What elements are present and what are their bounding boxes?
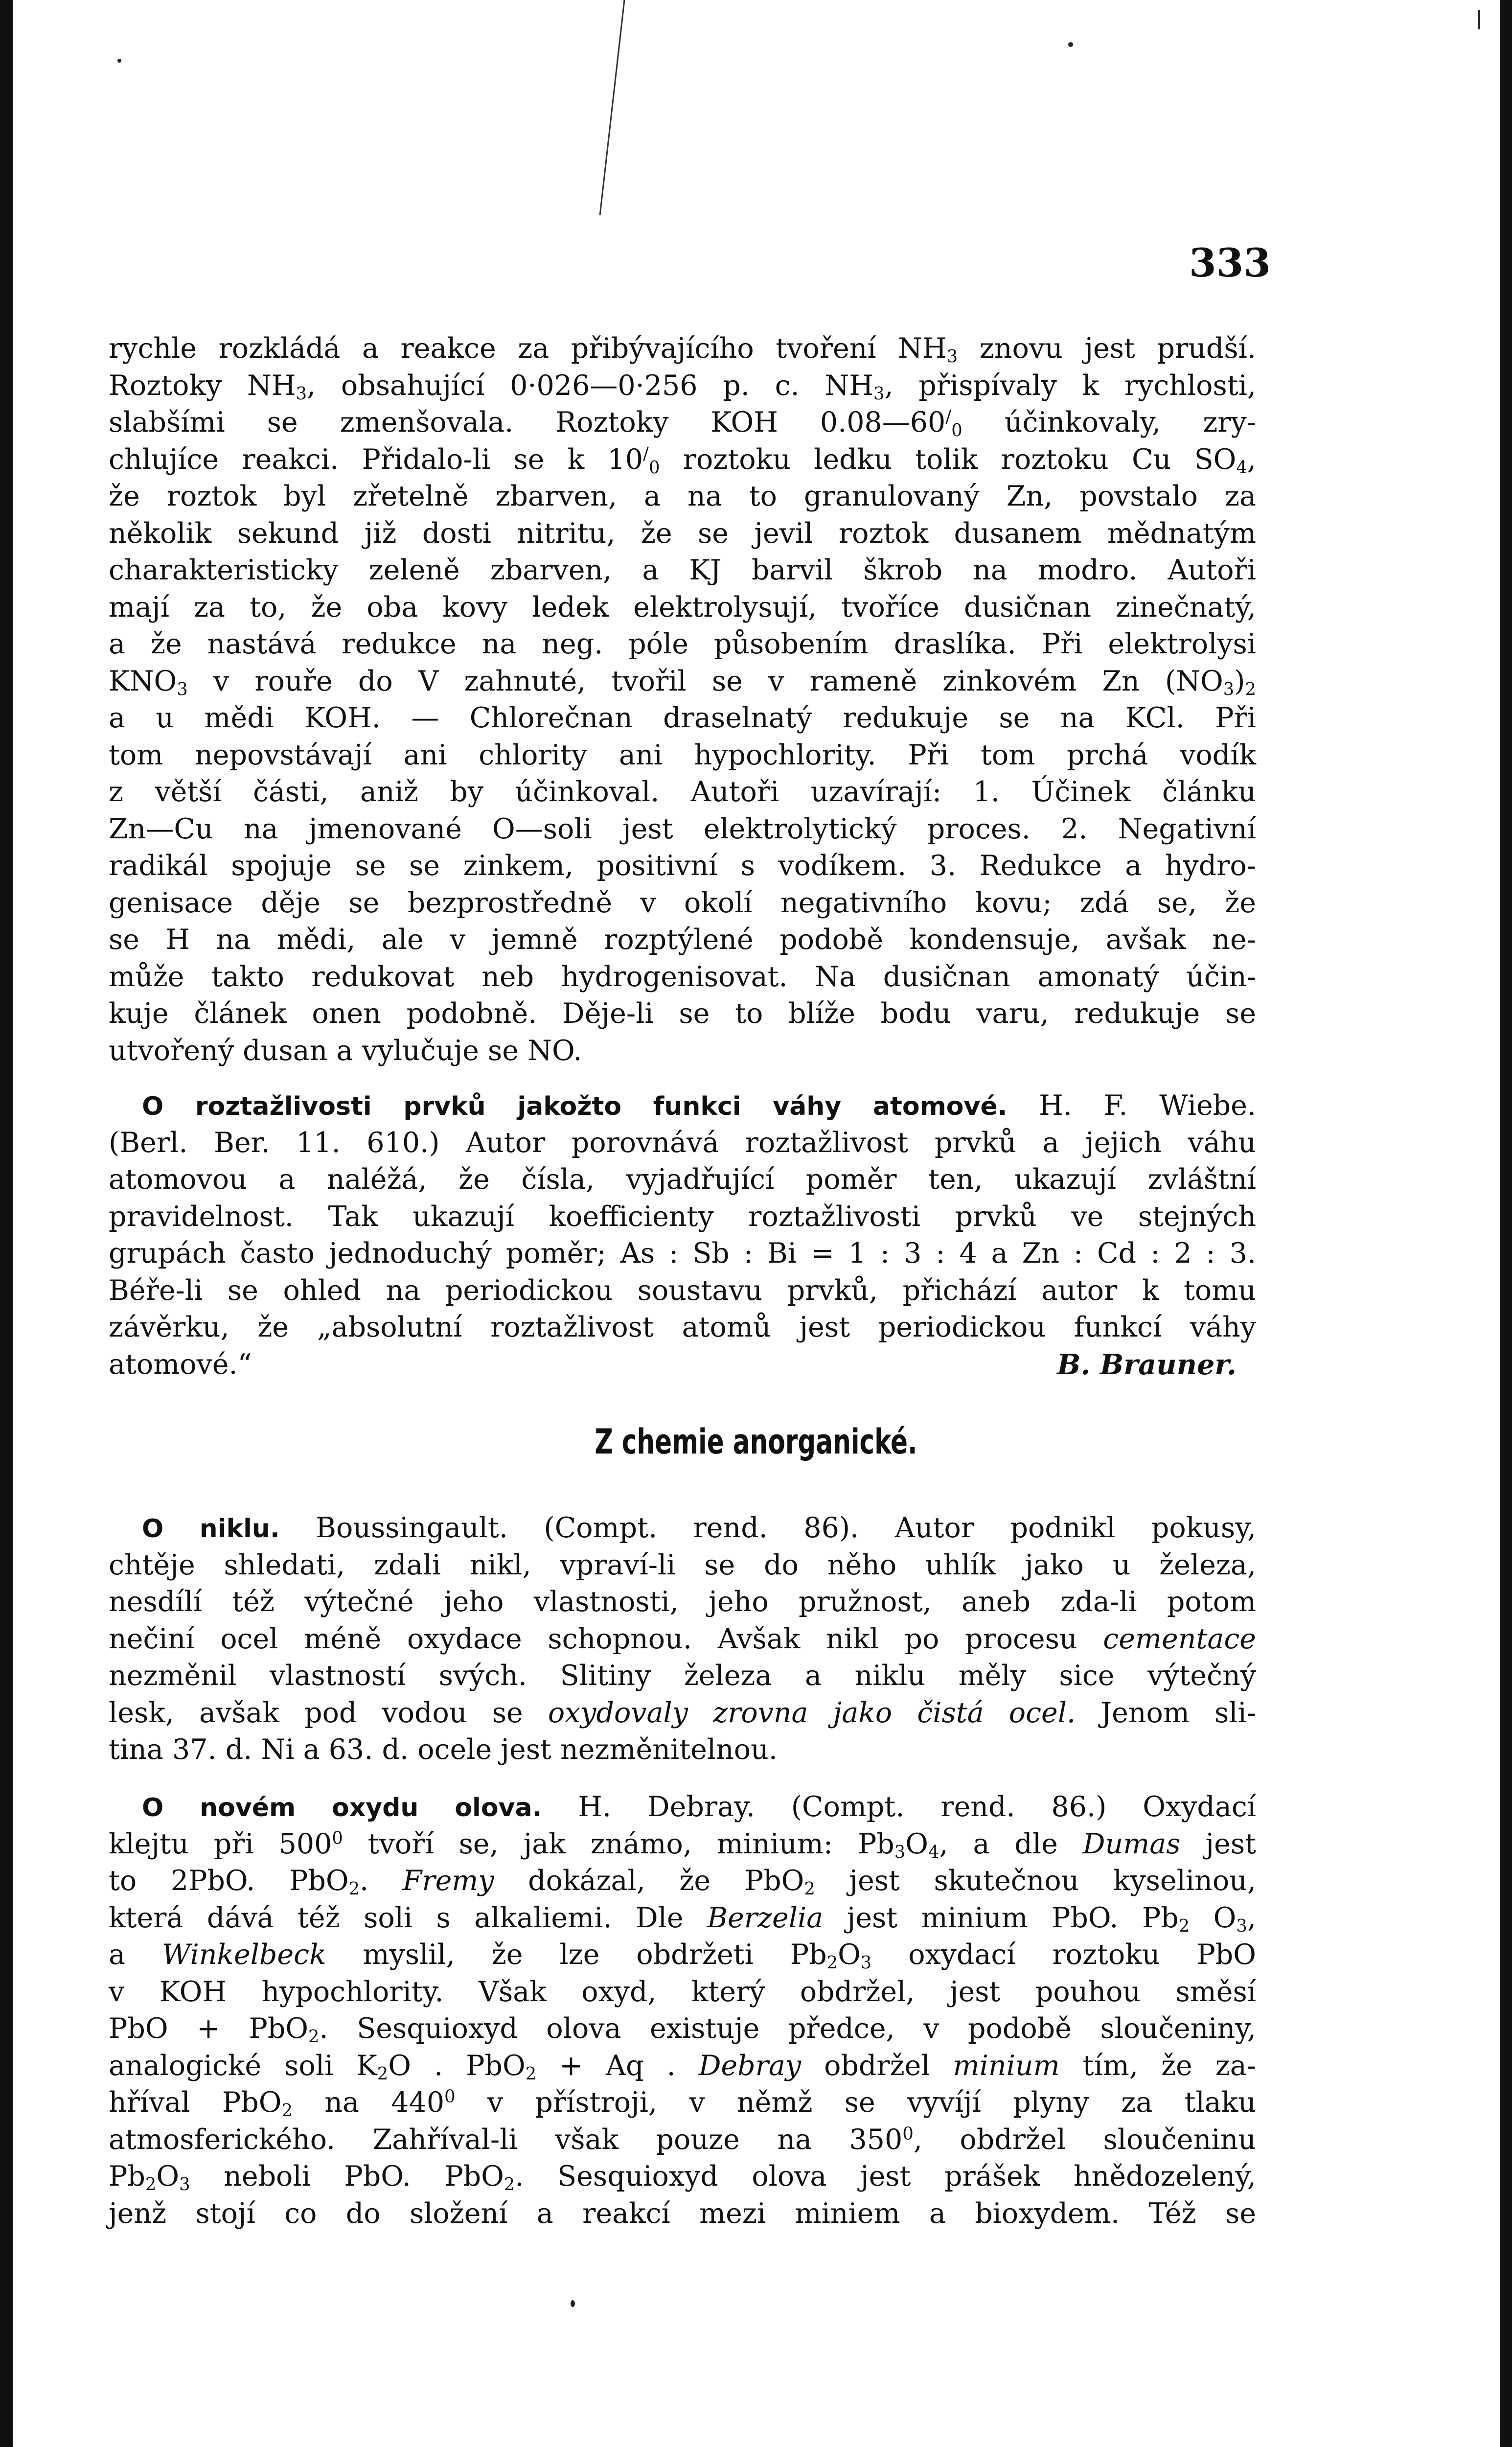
text-line: z větší části, aniž by účinkoval. Autoři uzavírají: 1. Účinek článku xyxy=(109,776,1256,808)
text-line: Roztoky $NH_3$, obsahující 0·026—0·256 p. c. $NH_3$, přispívaly k rychlosti, xyxy=(109,369,1257,404)
text-line: může takto redukovat neb hydrogenisovat. Na dusičnan amonatý účin- xyxy=(109,960,1256,993)
article-title: O niklu. xyxy=(142,1514,280,1544)
scan-mark xyxy=(571,0,629,215)
scan-speck xyxy=(1478,10,1480,29)
text-line: genisace děje se bezprostředně v okolí negativního kovu; zdá se, že xyxy=(109,886,1256,919)
scan-speck xyxy=(571,2300,575,2307)
text-line: pravidelnost. Tak ukazují koefficienty roztažlivosti prvků ve stejných xyxy=(109,1200,1256,1233)
text-line: jenž stojí co do složení a reakcí mezi miniem a bioxydem. Též se xyxy=(109,2197,1256,2230)
text-line: kuje článek onen podobně. Děje-li se to blíže bodu varu, redukuje se xyxy=(109,997,1256,1030)
text-line: PbO + PbO$_2$. Sesquioxyd olova existuje předce, v podobě sloučeniny, xyxy=(109,2012,1256,2047)
text-line: tina 37. d. Ni a 63. d. ocele jest nezměnitelnou. xyxy=(109,1733,778,1766)
text-line: a že nastává redukce na neg. póle působením draslíka. Při elektrolysi xyxy=(109,628,1256,660)
text-line: slabšími se zmenšovala. Roztoky KOH $0.08—60^/_0$ účinkovaly, zry- xyxy=(109,406,1256,440)
text-line: analogické soli $K_2O$ . PbO$_2$ + Aq . Debray obdržel minium tím, že za- xyxy=(109,2049,1256,2084)
text-line: lesk, avšak pod vodou se oxydovaly zrovna jako čistá ocel. Jenom sli- xyxy=(109,1696,1256,1729)
text-line: v KOH hypochlority. Však oxyd, který obdržel, jest pouhou směsí xyxy=(109,1975,1256,2008)
text-line: atmosferického. Zahříval-li však pouze na $350^0$, obdržel sloučeninu xyxy=(109,2123,1256,2156)
text-line: která dává též soli s alkaliemi. Dle Berzelia jest minium PbO. $Pb_2$ $O_3$, xyxy=(109,1901,1256,1936)
scan-speck xyxy=(1068,42,1073,47)
text-line: mají za to, že oba kovy ledek elektrolysují, tvoříce dusičnan zinečnatý, xyxy=(109,591,1256,623)
text-line: chlujíce reakci. Přidalo-li se k $10^/_0$ roztoku ledku tolik roztoku Cu $SO_4$, xyxy=(109,443,1256,478)
text-line: $Pb_2O_3$ neboli PbO. PbO$_2$. Sesquioxyd olova jest prášek hnědozelený, xyxy=(109,2160,1256,2194)
article-title: O roztažlivosti prvků jakožto funkci váhy atomové. xyxy=(142,1092,1008,1121)
text-line: se H na mědi, ale v jemně rozptýlené podobě kondensuje, avšak ne- xyxy=(109,923,1256,956)
section-heading: Z chemie anorganické. xyxy=(595,1422,917,1462)
text-line: atomovou a naléžá, že čísla, vyjadřující poměr ten, ukazují zvláštní xyxy=(109,1163,1256,1196)
text-line: nezměnil vlastností svých. Slitiny železa a niklu měly sice výtečný xyxy=(109,1660,1256,1692)
article-title-line: O roztažlivosti prvků jakožto funkci váhy atomové. H. F. Wiebe. xyxy=(142,1089,1257,1122)
article-title: O novém oxydu olova. xyxy=(142,1793,542,1823)
text-line: radikál spojuje se se zinkem, positivní s vodíkem. 3. Redukce a hydro- xyxy=(109,850,1256,882)
text-line: závěrku, že „absolutní roztažlivost atomů jest periodickou funkcí váhy xyxy=(109,1311,1256,1343)
text-line: atomové.“ B. Brauner. xyxy=(109,1346,1256,1384)
text-line: rychle rozkládá a reakce za přibývajícího tvoření $NH_3$ znovu jest prudší. xyxy=(109,332,1256,367)
text-line: nesdílí též výtečné jeho vlastnosti, jeho pružnost, aneb zda-li potom xyxy=(109,1586,1256,1618)
text-line: že roztok byl zřetelně zbarven, a na to granulovaný Zn, povstalo za xyxy=(109,480,1256,512)
article-continuation xyxy=(109,330,1256,1069)
signature: B. Brauner. xyxy=(1057,1348,1237,1381)
article-title-line: O novém oxydu olova. H. Debray. (Compt. rend. 86.) Oxydací xyxy=(142,1791,1256,1823)
text-line: a Winkelbeck myslil, že lze obdržeti $Pb_2O_3$ oxydací roztoku PbO xyxy=(109,1939,1256,1973)
text-line: to 2PbO. PbO$_2$. Fremy dokázal, že PbO$_2$ jest skutečnou kyselinou, xyxy=(109,1865,1256,1899)
text-line: Zn—Cu na jmenované O—soli jest elektrolytický proces. 2. Negativní xyxy=(109,812,1256,845)
article-oxyd-olova xyxy=(109,1789,1256,2232)
text-line: utvořený dusan a vylučuje se NO. xyxy=(109,1034,582,1067)
text-line: chtěje shledati, zdali nikl, vpraví-li se do něho uhlík jako u železa, xyxy=(109,1548,1256,1581)
article-roztazlivost xyxy=(109,1087,1256,1383)
text-line: tom nepovstávají ani chlority ani hypochlority. Při tom prchá vodík xyxy=(109,739,1256,771)
text-line: Béře-li se ohled na periodickou soustavu prvků, přichází autor k tomu xyxy=(109,1274,1256,1307)
article-nikl xyxy=(109,1510,1256,1769)
scan-speck xyxy=(117,59,121,63)
text-line: $KNO_3$ v rouře do V zahnuté, tvořil se v rameně zinkovém Zn $(NO_3)_2$ xyxy=(109,665,1256,699)
text-line: několik sekund již dosti nitritu, že se jevil roztok dusanem mědnatým xyxy=(109,517,1256,550)
scan-edge-left xyxy=(0,0,13,2447)
text-line: charakteristicky zeleně zbarven, a KJ barvil škrob na modro. Autoři xyxy=(109,554,1256,586)
text-line: grupách často jednoduchý poměr; As : Sb : Bi = 1 : 3 : 4 a Zn : Cd : 2 : 3. xyxy=(109,1237,1256,1270)
scan-edge-right xyxy=(1500,0,1512,2447)
text-line: a u mědi KOH. — Chlorečnan draselnatý redukuje se na KCl. Při xyxy=(109,702,1256,734)
text-line: nečiní ocel méně oxydace schopnou. Avšak nikl po procesu cementace xyxy=(109,1622,1256,1655)
page-number: 333 xyxy=(1189,240,1271,286)
article-title-line: O niklu. Boussingault. (Compt. rend. 86). Autor podnikl pokusy, xyxy=(142,1512,1256,1544)
text-line: hříval PbO$_2$ na $440^0$ v přístroji, v němž se vyvíjí plyny za tlaku xyxy=(109,2086,1257,2121)
text-line: (Berl. Ber. 11. 610.) Autor porovnává roztažlivost prvků a jejich váhu xyxy=(109,1126,1256,1159)
text-line: klejtu při $500^0$ tvoří se, jak známo, minium: $Pb_3O_4$, a dle Dumas jest xyxy=(109,1827,1256,1862)
